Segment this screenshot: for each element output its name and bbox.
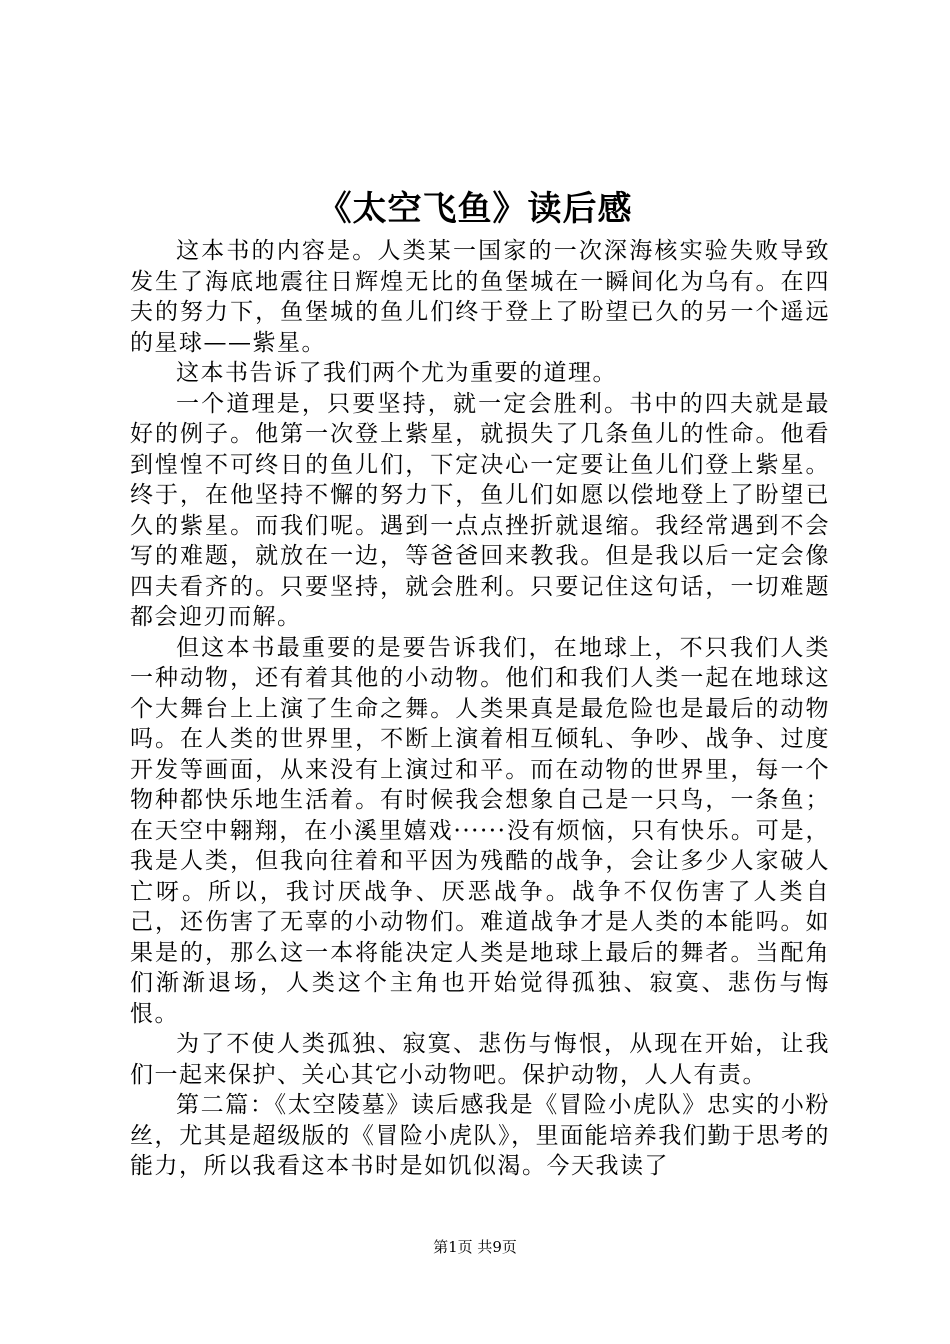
paragraph-1: 这本书的内容是。人类某一国家的一次深海核实验失败导致发生了海底地震往日辉煌无比的鱼堡城在一瞬间化为乌有。在四夫的努力下，鱼堡城的鱼儿们终于登上了盼望已久的另一个遥远的星球——紫星。 (130, 238, 830, 356)
paragraph-3: 一个道理是，只要坚持，就一定会胜利。书中的四夫就是最好的例子。他第一次登上紫星，就损失了几条鱼儿的性命。他看到惶惶不可终日的鱼儿们，下定决心一定要让鱼儿们登上紫星。终于，在他坚持不懈的努力下，鱼儿们如愿以偿地登上了盼望已久的紫星。而我们呢。遇到一点点挫折就退缩。我经常遇到不会写的难题，就放在一边，等爸爸回来教我。但是我以后一定会像四夫看齐的。只要坚持，就会胜利。只要记住这句话，一切难题都会迎刃而解。 (130, 390, 830, 630)
document-title: 《太空飞鱼》读后感 (317, 189, 633, 229)
paragraph-4: 但这本书最重要的是要告诉我们，在地球上，不只我们人类一种动物，还有着其他的小动物。他们和我们人类一起在地球这个大舞台上上演了生命之舞。人类果真是最危险也是最后的动物吗。在人类的世界里，不断上演着相互倾轧、争吵、战争、过度开发等画面，从来没有上演过和平。而在动物的世界里，每一个物种都快乐地生活着。有时候我会想象自己是一只鸟，一条鱼；在天空中翱翔，在小溪里嬉戏······没有烦恼，只有快乐。可是，我是人类，但我向往着和平因为残酷的战争，会让多少人家破人亡呀。所以，我讨厌战争、厌恶战争。战争不仅伤害了人类自己，还伤害了无辜的小动物们。难道战争才是人类的本能吗。如果是的，那么这一本将能决定人类是地球上最后的舞者。当配角们渐渐退场，人类这个主角也开始觉得孤独、寂寞、悲伤与悔恨。 (130, 634, 830, 1027)
paragraph-5: 为了不使人类孤独、寂寞、悲伤与悔恨，从现在开始，让我们一起来保护、关心其它小动物吧。保护动物，人人有责。 (130, 1031, 830, 1088)
paragraph-6: 第二篇：《太空陵墓》读后感我是《冒险小虎队》忠实的小粉丝，尤其是超级版的《冒险小虎队》，里面能培养我们勤于思考的能力，所以我看这本书时是如饥似渴。今天我读了 (130, 1092, 830, 1179)
paragraph-2: 这本书告诉了我们两个尤为重要的道理。 (176, 360, 617, 386)
page-footer: 第1页 共9页 (433, 1238, 517, 1256)
document-body (130, 236, 830, 1182)
